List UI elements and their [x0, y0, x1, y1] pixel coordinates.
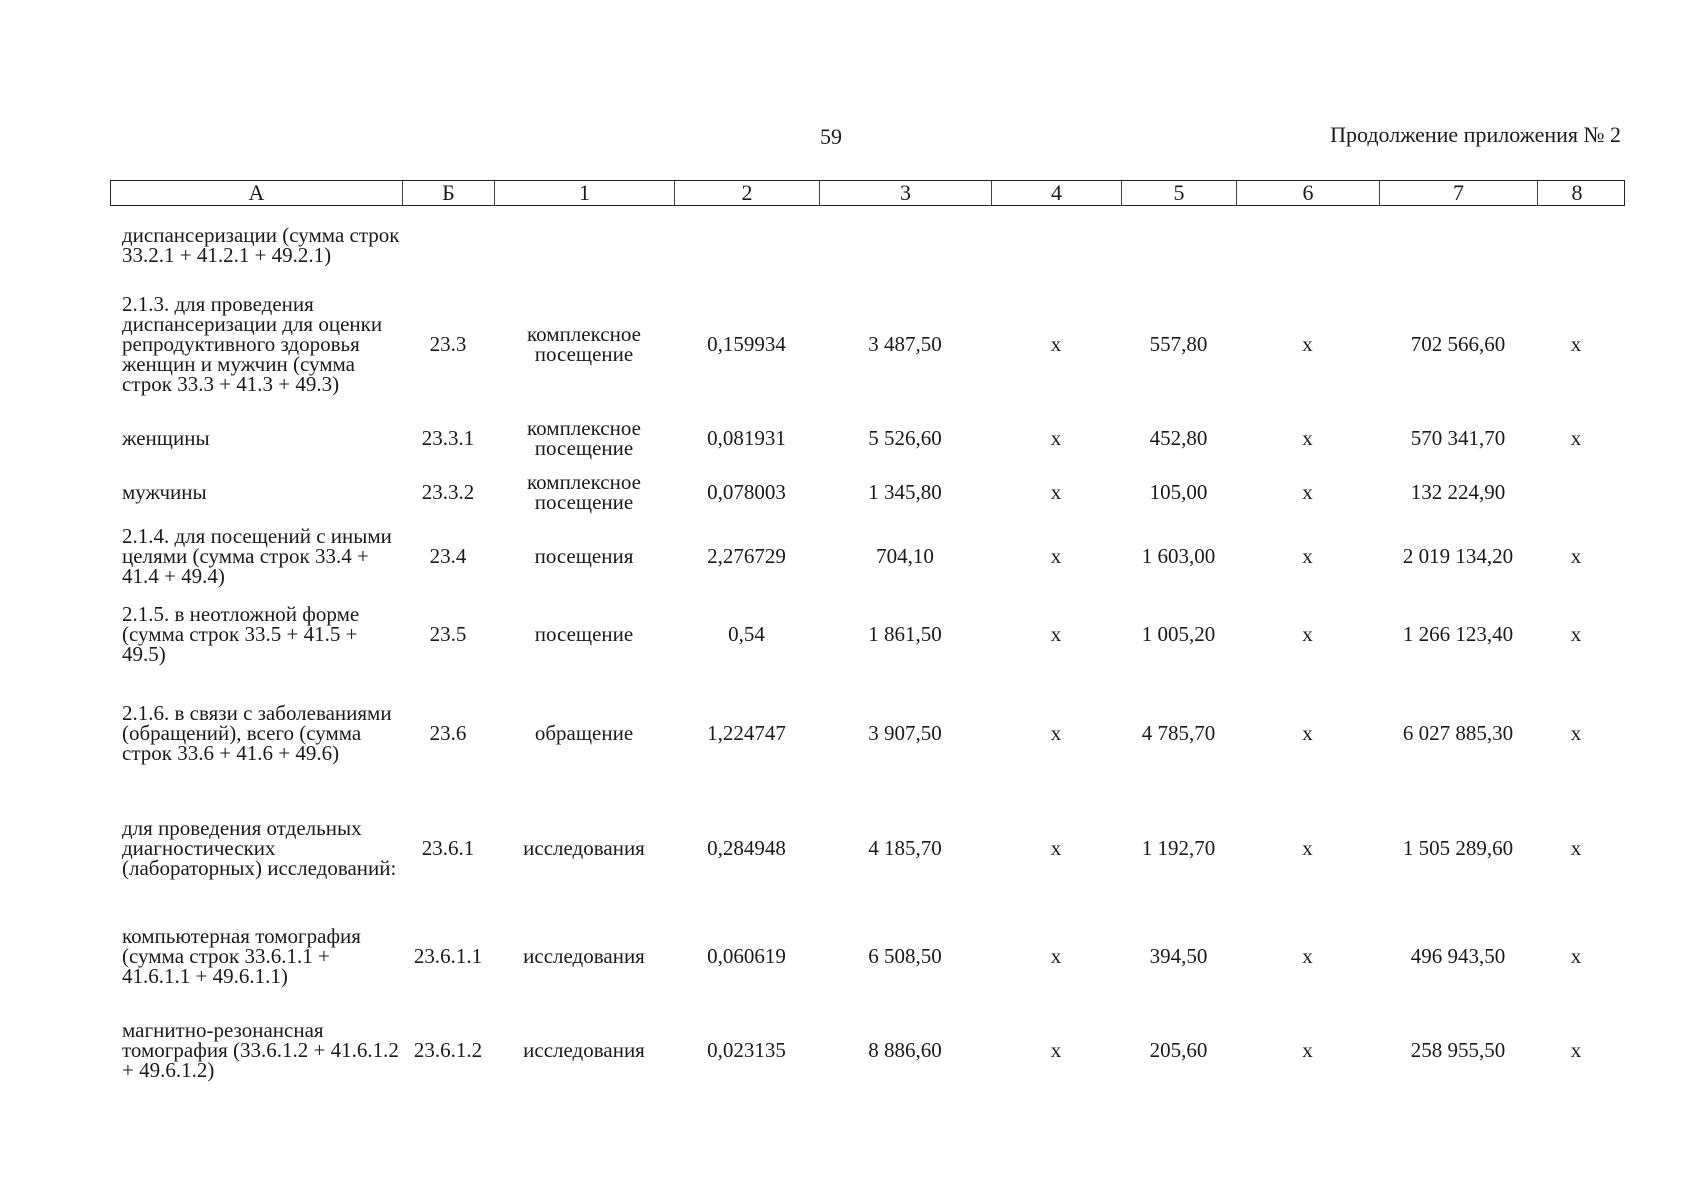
row-value-7: 258 955,50 [1410, 1038, 1506, 1062]
row-value-2: 0,023135 [707, 1038, 786, 1062]
header-col-8: 8 [1571, 180, 1583, 205]
table-row [110, 792, 1625, 904]
row-value-6: х [1302, 836, 1313, 860]
row-value-3: 4 185,70 [868, 836, 942, 860]
row-value-3: 1 861,50 [868, 622, 942, 646]
row-value-5: 394,50 [1149, 944, 1208, 968]
table-row [110, 594, 1625, 674]
row-unit: комплексное посещение [527, 470, 641, 514]
table-row [110, 674, 1625, 792]
row-label: 2.1.3. для проведения диспансеризации для оценки репродуктивного здоровья женщин и мужчин (сумма строк 33.3 + 41.3 + 49.3) [122, 292, 383, 396]
table-row [110, 904, 1625, 1008]
row-value-8: х [1570, 721, 1582, 745]
table-row [110, 518, 1625, 594]
row-unit: исследования [523, 944, 645, 968]
row-label: магнитно-резонансная томография (33.6.1.2 + 41.6.1.2 + 49.6.1.2) [122, 1018, 399, 1082]
row-value-6: х [1302, 426, 1313, 450]
row-unit: исследования [523, 836, 645, 860]
row-value-3: 3 487,50 [868, 332, 942, 356]
header-col-7: 7 [1380, 181, 1538, 205]
row-value-3: 3 907,50 [868, 721, 942, 745]
header-col-6: 6 [1237, 181, 1380, 205]
row-label: для проведения отдельных диагностических (лабораторных) исследований: [122, 816, 397, 880]
row-value-5: 1 603,00 [1141, 544, 1216, 568]
row-value-5: 557,80 [1149, 332, 1208, 356]
row-value-4: х [1050, 332, 1062, 356]
page-number: 59 [820, 124, 842, 149]
table-row [110, 278, 1625, 410]
row-label: мужчины [122, 480, 207, 504]
row-label: женщины [122, 426, 210, 450]
header-col-a: А [111, 181, 403, 205]
header-col-5: 5 [1122, 181, 1237, 205]
row-unit: обращение [534, 721, 634, 745]
row-value-2: 0,078003 [707, 480, 786, 504]
row-value-2: 2,276729 [707, 544, 786, 568]
row-value-7: 6 027 885,30 [1402, 721, 1514, 745]
row-value-5: 4 785,70 [1141, 721, 1216, 745]
row-label: 2.1.6. в связи с заболеваниями (обращений), всего (сумма строк 33.6 + 41.6 + 49.6) [122, 701, 392, 765]
row-code: 23.3 [429, 332, 467, 356]
table-row [110, 212, 1625, 278]
row-value-4: х [1050, 836, 1062, 860]
row-value-8: х [1570, 544, 1582, 568]
row-code: 23.3.2 [421, 480, 475, 504]
row-code: 23.6 [429, 721, 467, 745]
header-col-1: 1 [495, 181, 675, 205]
row-value-7: 570 341,70 [1410, 426, 1506, 450]
row-value-8: х [1570, 622, 1582, 646]
row-code: 23.3.1 [421, 426, 475, 450]
row-value-4: х [1050, 622, 1062, 646]
row-value-5: 1 005,20 [1141, 622, 1216, 646]
table-row [110, 1008, 1625, 1092]
header-col-4: 4 [992, 181, 1122, 205]
row-value-2: 0,159934 [707, 332, 786, 356]
row-value-4: х [1050, 426, 1062, 450]
row-value-7: 702 566,60 [1410, 332, 1506, 356]
row-label: диспансеризации (сумма строк 33.2.1 + 41.2.1 + 49.2.1) [122, 223, 400, 267]
row-value-2: 0,081931 [707, 426, 786, 450]
header-col-b: Б [403, 181, 495, 205]
row-value-7: 2 019 134,20 [1402, 544, 1514, 568]
row-code: 23.6.1 [421, 836, 475, 860]
row-value-2: 0,54 [728, 622, 765, 646]
row-code: 23.6.1.1 [413, 944, 483, 968]
row-value-3: 6 508,50 [868, 944, 942, 968]
row-label: компьютерная томография (сумма строк 33.6.1.1 + 41.6.1.1 + 49.6.1.1) [122, 924, 361, 988]
row-value-5: 105,00 [1149, 480, 1208, 504]
row-value-7: 1 266 123,40 [1402, 622, 1514, 646]
row-value-2: 1,224747 [707, 721, 786, 745]
row-value-3: 8 886,60 [868, 1038, 942, 1062]
row-value-8: х [1570, 426, 1582, 450]
row-value-4: х [1050, 544, 1062, 568]
row-value-3: 5 526,60 [868, 426, 942, 450]
header-col-2: 2 [675, 181, 820, 205]
row-value-3: 704,10 [876, 544, 934, 568]
row-value-2: 0,060619 [707, 944, 786, 968]
row-value-4: х [1050, 1038, 1062, 1062]
header-col-3: 3 [820, 181, 992, 205]
row-value-6: х [1302, 1038, 1313, 1062]
row-value-5: 205,60 [1149, 1038, 1208, 1062]
row-unit: посещения [534, 544, 634, 568]
row-value-6: х [1302, 332, 1313, 356]
table-row [110, 466, 1625, 518]
row-label: 2.1.5. в неотложной форме (сумма строк 33.5 + 41.5 + 49.5) [122, 602, 360, 666]
row-code: 23.6.1.2 [413, 1038, 483, 1062]
row-value-6: х [1302, 944, 1313, 968]
row-code: 23.4 [429, 544, 467, 568]
row-value-7: 1 505 289,60 [1402, 836, 1514, 860]
table-body [110, 212, 1625, 1092]
row-value-2: 0,284948 [707, 836, 786, 860]
row-value-6: х [1302, 622, 1313, 646]
row-label: 2.1.4. для посещений с иными целями (сумма строк 33.4 + 41.4 + 49.4) [122, 524, 392, 588]
row-value-5: 452,80 [1149, 426, 1208, 450]
row-value-6: х [1302, 544, 1313, 568]
row-value-5: 1 192,70 [1141, 836, 1216, 860]
table-header [110, 180, 1625, 206]
row-value-4: х [1050, 721, 1062, 745]
row-value-6: х [1302, 721, 1313, 745]
row-unit: исследования [523, 1038, 645, 1062]
row-value-7: 132 224,90 [1410, 480, 1506, 504]
row-unit: посещение [534, 622, 634, 646]
row-value-8: х [1570, 944, 1582, 968]
row-value-3: 1 345,80 [868, 480, 942, 504]
row-value-6: х [1302, 480, 1313, 504]
row-code: 23.5 [429, 622, 467, 646]
row-unit: комплексное посещение [527, 322, 641, 366]
row-value-4: х [1050, 944, 1062, 968]
row-value-8: х [1570, 332, 1582, 356]
row-value-4: х [1050, 480, 1062, 504]
table-row [110, 410, 1625, 466]
row-value-8: х [1570, 836, 1582, 860]
row-value-8: х [1570, 1038, 1582, 1062]
row-value-7: 496 943,50 [1410, 944, 1506, 968]
row-unit: комплексное посещение [527, 416, 641, 460]
appendix-note: Продолжение приложения № 2 [1330, 122, 1621, 147]
